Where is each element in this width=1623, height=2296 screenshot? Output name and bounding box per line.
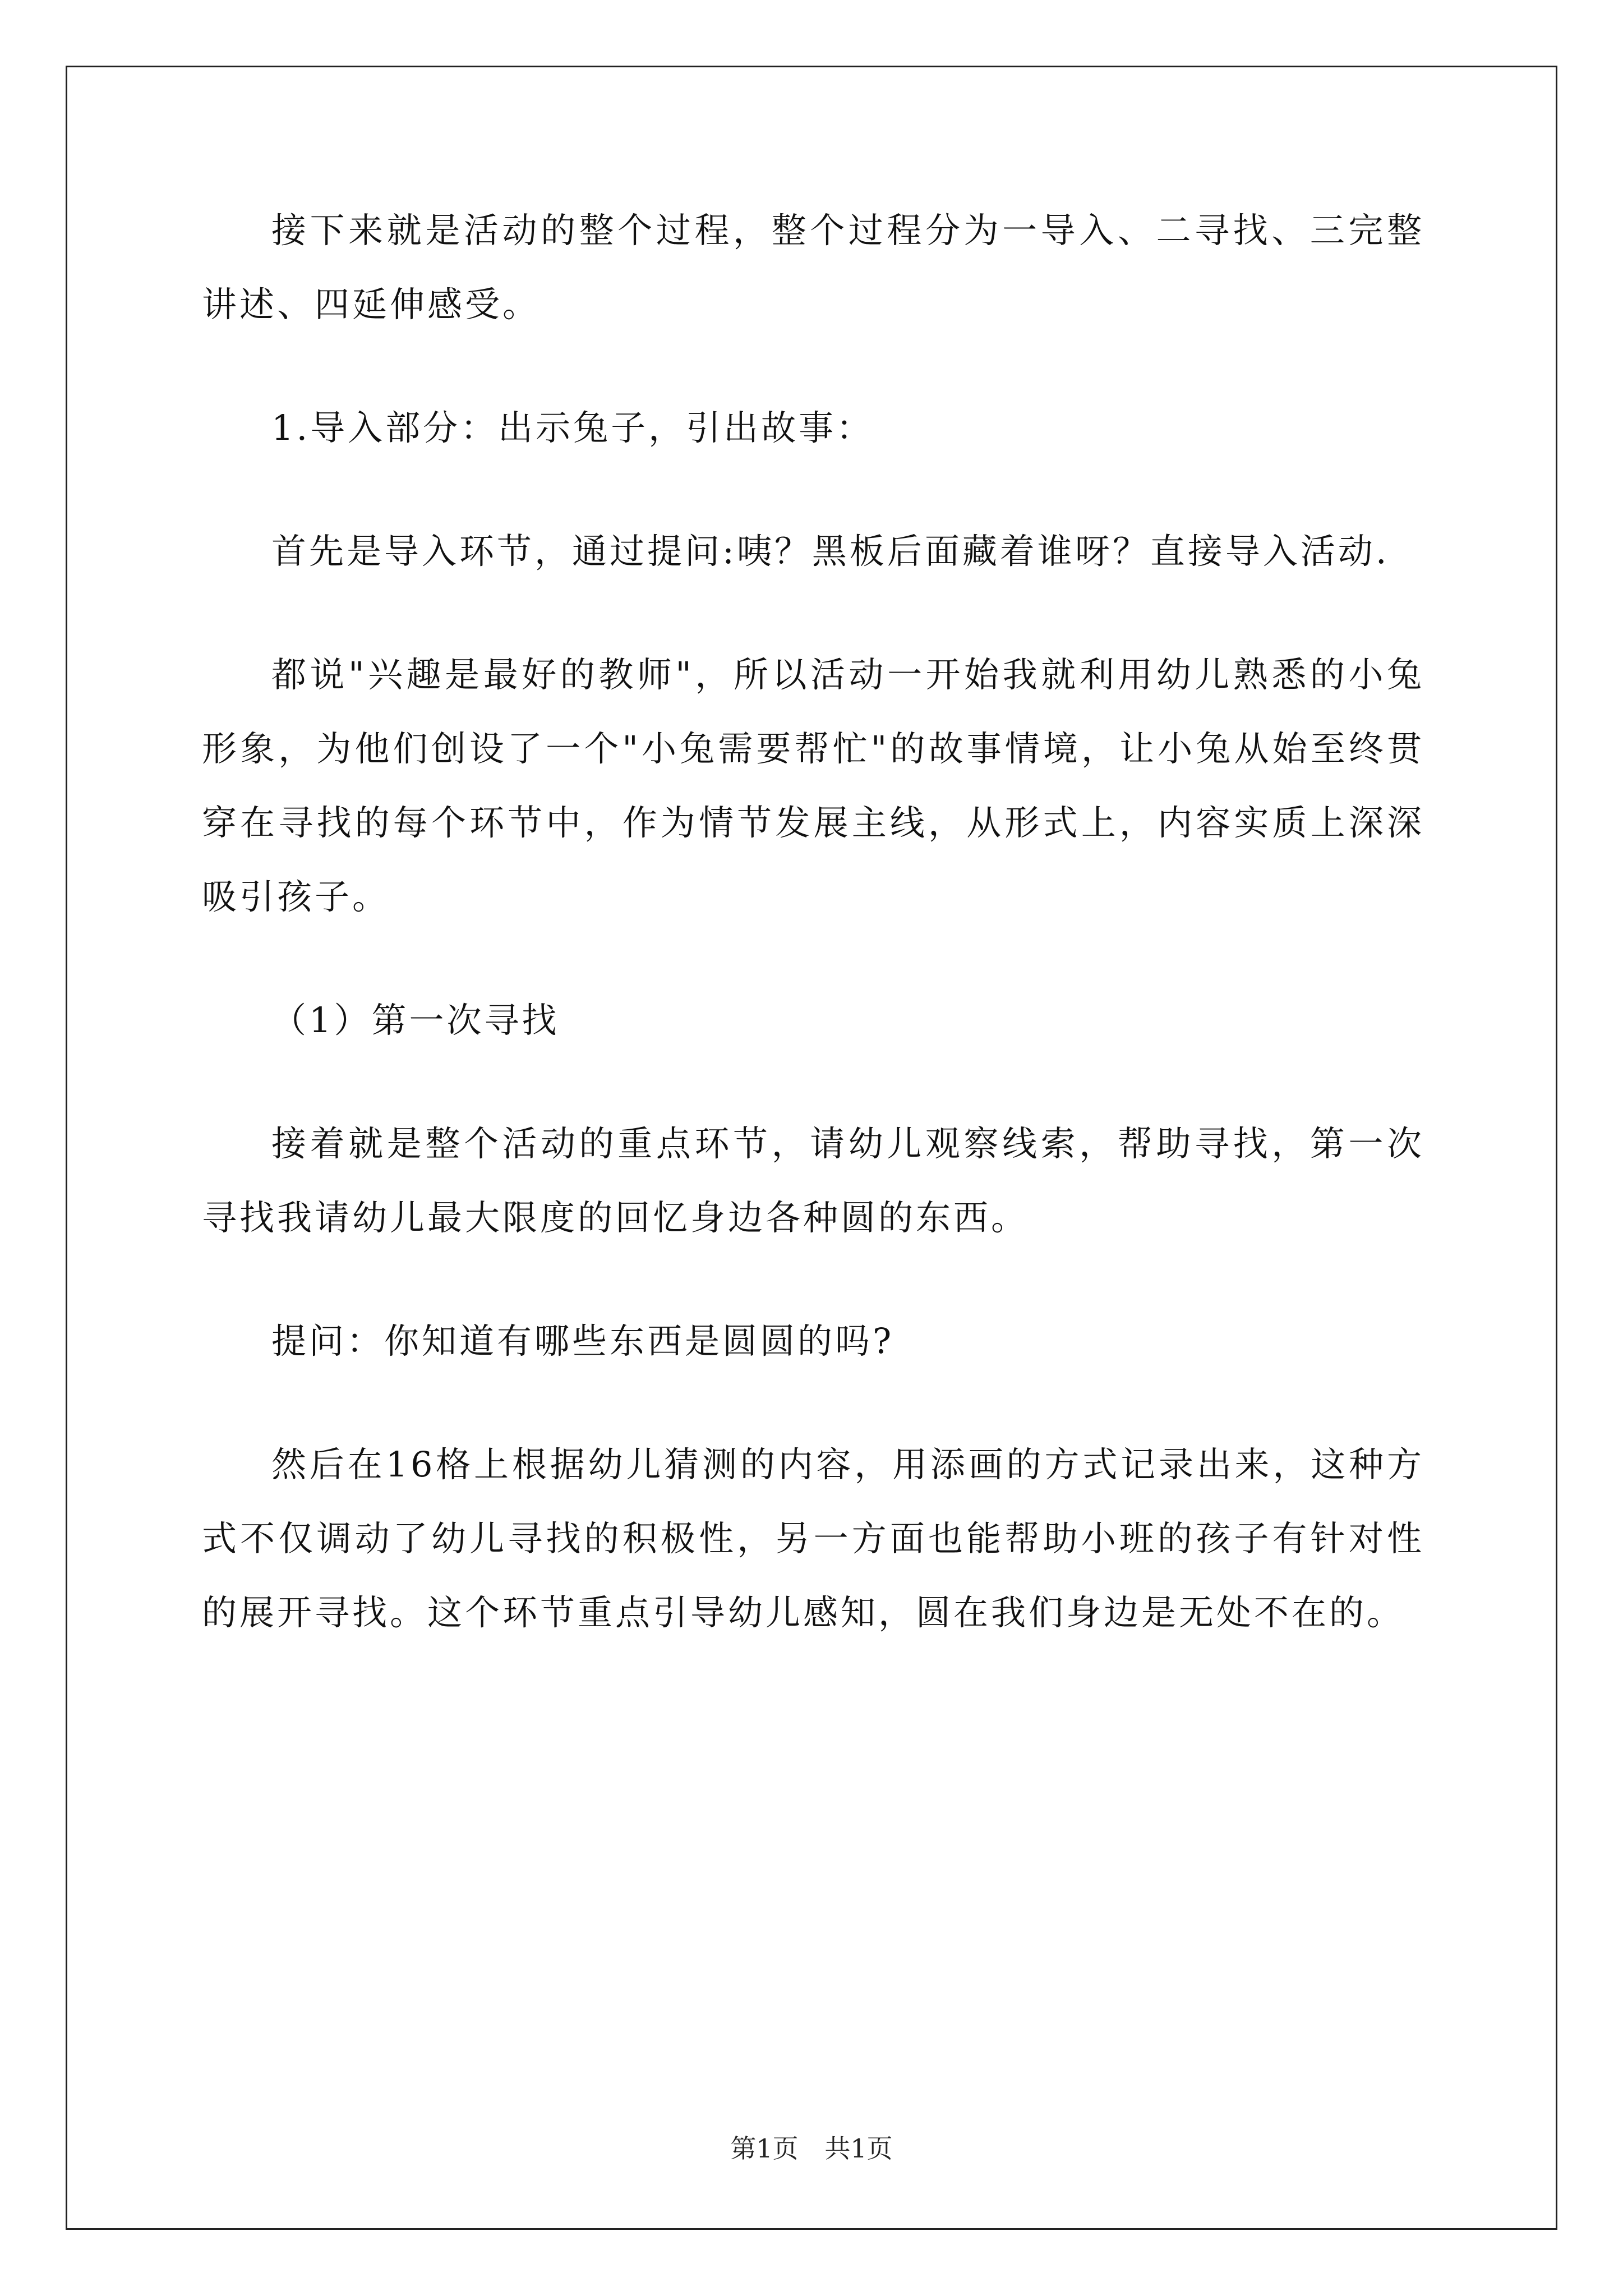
paragraph-intro-heading: 1.导入部分：出示兔子，引出故事： xyxy=(271,407,874,448)
page-number-current: 第1页 xyxy=(730,2133,799,2164)
paragraph-interest: 都说"兴趣是最好的教师"，所以活动一开始我就利用幼儿熟悉的小兔形象，为他们创设了一个"小兔需要帮忙"的故事情境，让小兔从始至终贯穿在寻找的每个环节中，作为情节发展主线，从形式上，内容实质上深深吸引孩子。 xyxy=(202,654,1424,917)
paragraph-first-search-heading: （1）第一次寻找 xyxy=(271,1000,560,1041)
document-body xyxy=(202,194,1424,1699)
paragraph-key-step: 接着就是整个活动的重点环节，请幼儿观察线索，帮助寻找，第一次寻找我请幼儿最大限度的回忆身边各种圆的东西。 xyxy=(202,1123,1424,1238)
paragraph-intro-question: 首先是导入环节，通过提问:咦？黑板后面藏着谁呀？直接导入活动. xyxy=(271,531,1390,572)
page-footer xyxy=(0,2132,1623,2165)
paragraph-record-method: 然后在16格上根据幼儿猜测的内容，用添画的方式记录出来，这种方式不仅调动了幼儿寻找的积极性，另一方面也能帮助小班的孩子有针对性的展开寻找。这个环节重点引导幼儿感知，圆在我们身边是无处不在的。 xyxy=(202,1444,1424,1633)
paragraph-question: 提问：你知道有哪些东西是圆圆的吗? xyxy=(271,1320,895,1361)
page-number-total: 共1页 xyxy=(824,2133,893,2164)
paragraph-process-overview: 接下来就是活动的整个过程，整个过程分为一导入、二寻找、三完整讲述、四延伸感受。 xyxy=(202,210,1424,325)
